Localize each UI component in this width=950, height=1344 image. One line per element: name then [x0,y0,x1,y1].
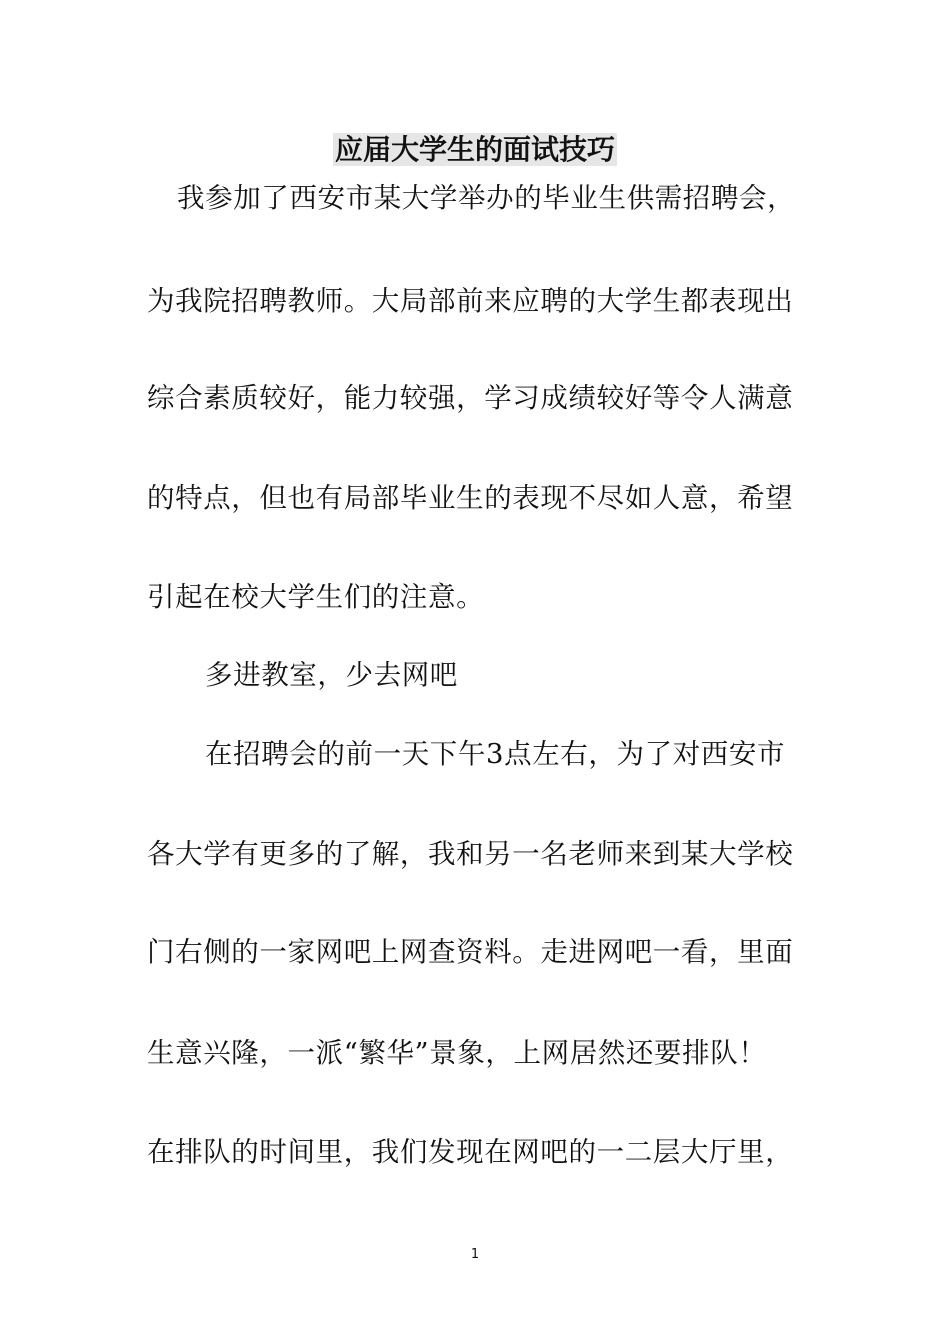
document-title [0,130,950,170]
body-line-2: 为我院招聘教师。大局部前来应聘的大学生都表现出 [147,285,794,317]
body-line-3: 综合素质较好，能力较强，学习成绩较好等令人满意 [147,382,794,414]
body-line-9: 门右侧的一家网吧上网查资料。走进网吧一看，里面 [147,936,794,968]
body-line-10: 生意兴隆，一派“繁华”景象，上网居然还要排队！ [147,1037,767,1069]
page-number: 1 [470,1247,480,1262]
body-line-11: 在排队的时间里，我们发现在网吧的一二层大厅里， [147,1136,794,1168]
body-line-7: 在招聘会的前一天下午3点左右，为了对西安市 [205,738,786,770]
body-line-8: 各大学有更多的了解，我和另一名老师来到某大学校 [147,838,794,870]
body-line-5: 引起在校大学生们的注意。 [147,581,485,613]
document-title-text: 应届大学生的面试技巧 [334,133,615,166]
body-line-1: 我参加了西安市某大学举办的毕业生供需招聘会， [177,182,796,214]
section-heading: 多进教室，少去网吧 [205,659,458,691]
body-line-4: 的特点，但也有局部毕业生的表现不尽如人意，希望 [147,482,794,514]
